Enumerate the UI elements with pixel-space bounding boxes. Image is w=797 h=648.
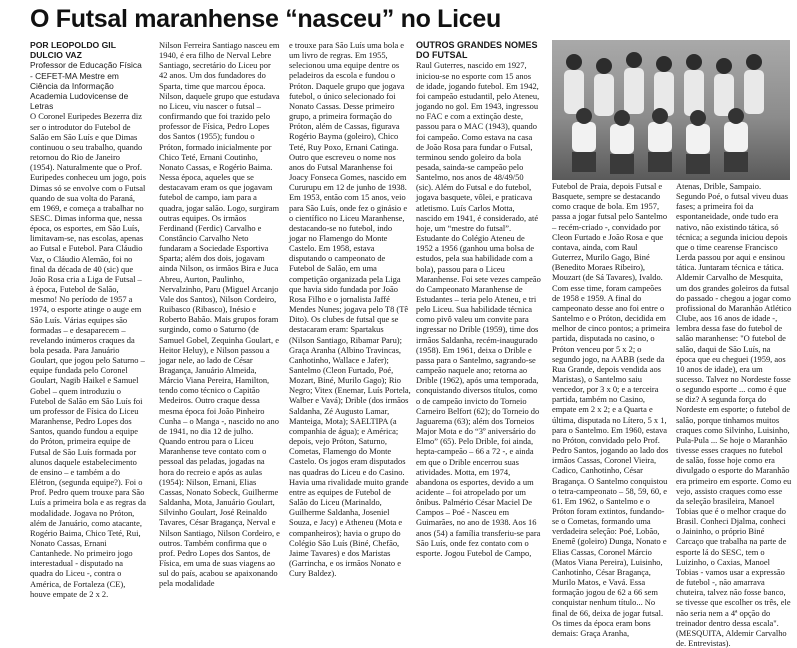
team-photo (552, 40, 790, 180)
column-5-text: Futebol de Praia, depois Futsal e Basquete, sempre se destacando como craque de bola. Em 1957, passa a jogar futsal pelo Santelmo – recém-criado -, convidado por Cleon Furtado e João Rosa e que contava, ainda, com Raul Guterrez, Murilo Gago, Biné (Benedito Moraes Ribeiro), Mouzart (de Sá Tavares), Ivaldo. Com esse time, foram campeões de 1958 e 1959. A final do campeonato desse ano foi entre o Santelmo e o Próton, decidida em melhor de cinco pontos; a primeira partida, disputada no casino, o Próton venceu por 5 x 2; o segundo jogo, na AABB (sede da Rua Grande, depois vendida aos Maristas), o Santelmo saiu vencedor, por 3 x 0; e a terceira partida, também no Casino, empate em 2 x 2; e a Quarta e última, disputada no Lítero, 5 x 1, para o Santelmo. Em 1960, estava no Próton, convidado pelo Prof. Pedro Santos, jogando ao lado dos irmãos Cassas, Coronel Vieira, Cadico, Canhotinho, César Bragança. O Santelmo conquistou o tetra-campeonato – 58, 59, 60, e 61. Em 1962, o Santelmo e o Próton foram extintos, fundando-se o Cometas, formando uma verdadeira seleção: Poé, Lobão, Enemê (goleiro) Dunga, Nonato e Elias Cassas, Coronel Márcio (Matos Viana Pereira), Luisinho, Canhotinho, César Bragança, Murilo Matos, e Vavá. Essa formação jogou de 62 a 66 sem conquistar nenhum título... No final de 66, deixa de jogar futsal. Os times da época eram bons demais: Graça Aranha, (552, 181, 670, 638)
article-column-4 (416, 40, 541, 558)
article-headline: O Futsal maranhense “nasceu” no Liceu (30, 5, 501, 33)
column-2-text: Nilson Ferreira Santiago nasceu em 1940, é era filho de Nerval Lebre Santiago, secretário do Liceu por 42 anos. Um dos fundadores do Sparta, time que marcou época. Nilson, daquele grupo que estudava no Liceu, viu nascer o futsal – confirmando que foi trazido pelo professor de Física, Pedro Lopes dos Santos (1955); fundou o Próton, formado inicialmente por Chico Teté, Ernani Coutinho, Nonato Cassas, e Rogério Baima. Nessa época, aqueles que se destacavam eram os que jogavam futebol de campo, iam para a quadra, jogar salão. Logo, surgiram outras equipes. Os irmãos Ferdinand (Ferdic) Carvalho e Constâncio Carvalho Neto fundaram a Sociedade Esportiva Sparta; além dos dois, jogavam ainda Nilson, os irmãos Bira e Juca Abreu, Aurton, Paulinho, Nervalzinho, Paru (Miguel Arcanjo Vale dos Santos), Nilson Cordeiro, Ruibasco (Ribasco), Inésio e Roberto Babão. Mais grupos foram surgindo, como o Saturno (de Samuel Gobel, Zequinha Goulart, e Heitor Heluy), e Nilson passou a jogar nele, ao lado de César Bragança, Januário Almeida, Márcio Viana Pereira, Hamilton, tendo como técnico o Capitão Medeiros. Outro craque dessa mesma época foi João Pinheiro Cunha – o Manga -, nascido no ano de 1941, no dia 12 de julho. Quando entrou para o Liceu Maranhense teve contato com o pessoal das peladas, jogadas na hora do recreio e após as aulas (1954): Nilson, Ernani, Elias Cassas, Nonato Sobeck, Guilherme Saldanha, Mota, Januário Goulart, Silvinho Goulart, José Reinaldo Tavares, César Bragança, Nerval e Nilson Santiago, Nilson Cordeiro, e outros. Também confirma que o prof. Pedro Lopes dos Santos, de Física, em uma de suas viagens ao sul do país, acabou se apaixonando pela modalidade (159, 40, 280, 589)
article-column-1 (30, 40, 146, 599)
column-3-text: e trouxe para São Luís uma bola e um livro de regras. Em 1955, selecionou uma equipe dentre os peladeiros da escola e fundou o Próton. Daquele grupo que jogava futebol, o único selecionado foi Nonato Cassas. Desse primeiro grupo, a primeira formação do Próton, além de Cassas, figurava Rogério Bayma (goleiro), Chico Teté, Ruy Poxo, Ernani Catinga. Outro que escreveu o nome nos anos do Futsal Maranhense foi Joacy Fonseca Gomes, nascido em Cururupu em 12 de junho de 1938. Em 1953, então com 15 anos, veio para São Luís, onde fez o ginásio e o científico no Liceu Maranhense, destacando-se no futebol, indo jogar no Flamengo do Monte Castelo. Em 1958, estava disputando o campeonato de Futebol de Salão, em uma competição organizada pela Liga que havia sido fundada por João Rosa Filho e o jornalista Jaffé Mendes Nunes; jogava pelo T8 (Tê Dito). Os clubes de futsal que se destacaram eram: Spartakus (Nilson Santiago, Ribamar Paru); Graça Aranha (Albino Travincas, Canhotinho, Wallace e Jafer); Santelmo (Cleon Furtado, Poé, Mozart, Biné, Murilo Gago); Rio Negro; Vitex (Enemar, Luís Portela, Walber e Vavá); Drible (dos irmãos Saldanha, Zé Augusto Lamar, Manteiga, Mota); SAELTIPA (a companhia de água); e América; depois, vejo Próton, Saturno, Cometas, Flamengo do Monte Castelo. Os jogos eram disputados nas quadras do Liceu e do Casino. Havia uma rivalidade muito grande entre as equipes de Futebol de Salão do Liceu (Marinaldo, Guilherme Saldanha, Joseniel Souza, e Jacy) e Atheneu (Mota e companheiros); havia o grupo do Colégio São Luís (Biné, Chefão, Jaime Tavares) e dos Maristas (Garrincha, e os irmãos Nonato e Cury Baldez). (289, 40, 411, 579)
article-column-5 (552, 181, 670, 638)
sidebar-heading: OUTROS GRANDES NOMES DO FUTSAL (416, 40, 538, 61)
article-column-3 (289, 40, 411, 578)
article-column-6 (676, 181, 792, 648)
column-6-text: Atenas, Drible, Sampaio. Segundo Poé, o futsal viveu duas fases; a primeira foi da espontaneidade, onde tudo era nativo, não existindo tática, só técnica; a segunda iniciou depois que o time cearense Francisco Lerda passou por aqui e ensinou tática. Juntaram técnica e tática. Aldemir Carvalho de Mesquita, um dos grandes goleiros da futsal do passado - chegou a jogar como profissional do Maranhão Atlético Clube, aos 16 anos de idade -, lembra dessa fase do futebol de salão maranhense: "O futebol de salão, daqui de São Luís, na época que eu cheguei (1959, aos 10 anos de idade), era um sucesso. Talvez no Nordeste fosse o segundo esporte ... como é que se diz? A segunda força do Nordeste em esporte; o futebol de salão, porque tinhamos muitos craques como Silvinho, Luisinho, Pula-Pula ... Se hoje o Maranhão tivesse esses craques no futebol de salão, fosse hoje como era divulgado o esporte do Maranhão era primeiro em esporte. Como eu vejo, assisto craques como esse da seleção brasileira, Manoel Tobias que é o melhor craque do Brasil. Conheci Djalma, conheci o Jaininho, o próprio Biné Carcaço que trabalha na parte de esporte lá do SESC, tem o Luizinho, o Caxias, Manoel Tobias - vamos usar a expressão de futebol -, não amarrava chuteira, talvez não fosse banco, se tivesse que escolher os três, ele não seria nem a 4ª opção do treinador dentro dessa escala". (MESQUITA, Aldemir Carvalho de. Entrevistas). (676, 181, 792, 648)
author-byline: POR LEOPOLDO GIL DULCIO VAZ (30, 40, 116, 61)
team-photo-image (552, 40, 790, 180)
author-credentials: Professor de Educação Física - CEFET-MA Mestre em Ciência da Informação Academia Ludovicense de Letras (30, 60, 142, 112)
column-1-text: O Coronel Euripedes Bezerra diz ser o introdutor do Futebol de Salão em São Luís e que Dimas continuou o seu trabalho, quando retornou do Rio de Janeiro (1954). Naturalmente que o Prof. Euripedes conheceu um jogo, pois Dimas só se envolve com o Futsal quando de sua volta do Paraná, em 1969, e começa a trabalhar no SESC. Dimas informa que, nessa época, os esportes, em São Luís, limitavam-se, nas escolas, apenas ao Futsal e Futebol. Para Cláudio Vaz, o Cláudio Alemão, foi no final da década de 40 (sic) que João Rosa cria a Liga de Futsal – à época, Futebol de Salão, mesmo! No período de 1957 a 1974, o esporte atinge o auge em São Luís. Várias equipes são formadas – e desaparecem – revelando inúmeros craques da bola pesada. Para Januário Goulart, que jogou pelo Saturno – equipe fundada pelo Coronel Goulart, Nagib Haikel e Samuel Gobel – quem introduziu o Futebol de Salão em São Luís foi um professor de Física do Liceu Maranhense, Pedro Lopes dos Santos, quando fundou a equipe do Próton, primeira equipe de Futsal de São Luís formada por alunos daquele estabelecimento de ensino – e também a do Elétron, (segunda equipe?). Foi o Prof. Pedro quem trouxe para São Luís a primeira bola e as regras da modalidade. Jogava no Próton, além de Januário, como atacante, Rogério Baima, Chico Teté, Rui, Nonato Cassas, Ernani Cantanhede. No primeiro jogo interestadual - disputado na quadra do Liceu -, contra o América, de Fortaleza (CE), houve empate de 2 x 2. (30, 111, 146, 599)
column-4-text: Raul Guterres, nascido em 1927, iniciou-se no esporte com 15 anos de idade, jogando futebol. Em 1942, foi campeão estudantil, pelo Ateneu, jogando no gol. Em 1943, ingressou no FAC e com a extinção deste, passou para o MAC (1943), quando foi campeão. Como estava na casa de João Rosa para fundar o Futsal, terminou sendo goleiro da bola pesada, sainda-se campeão pelo Santelmo, nos anos de 48/49/50 (sic). Além do Futsal e do futebol, jogava basquete, vôlei, e praticava atletismo. Luís Carlos Motta, nascido em 1941, é considerado, até hoje, um “mestre do futsal”. Estudante do Colégio Ateneu de 1952 a 1956 (ganhou uma bolsa de estudos, pela sua habilidade com a bola), passou para o Liceu Maranhense. Foi sete vezes campeão do Campeonato Maranhense de Estudantes – teria pelo Ateneu, e tri pelo Liceu. Sua habilidade técnica como pivô valeu um convite para ingressar no Drible (1959), time dos irmãos Saldanha, recém-inaugurado (1958). Em 1961, deixa o Drible e passa para o Santelmo, sagrando-se campeão naquele ano; retorna ao Drible (1962), após uma temporada, conquistando diversos títulos, como o de campeão invicto do Torneio Carneiro Belfort (62); do Torneio do Jaguarema (63); além dos Torneios Major Mota e do “3º aniversário do Elmo” (65). Pelo Drible, foi ainda, hepta-campeão – 66 a 72 -, e ainda em que o Drible encerrou suas atividades. Motta, em 1974, abandona os esportes, devido a um acidente – foi atropelado por um ônibus. Palmério César Maciel De Campos – Poé - Nasceu em Guimarães, no ano de 1938. Aos 16 anos (54) a família transferiu-se para São Luís, onde fez contato com o esporte. Jogou Futebol de Campo, (416, 60, 541, 558)
article-column-2 (159, 40, 281, 588)
